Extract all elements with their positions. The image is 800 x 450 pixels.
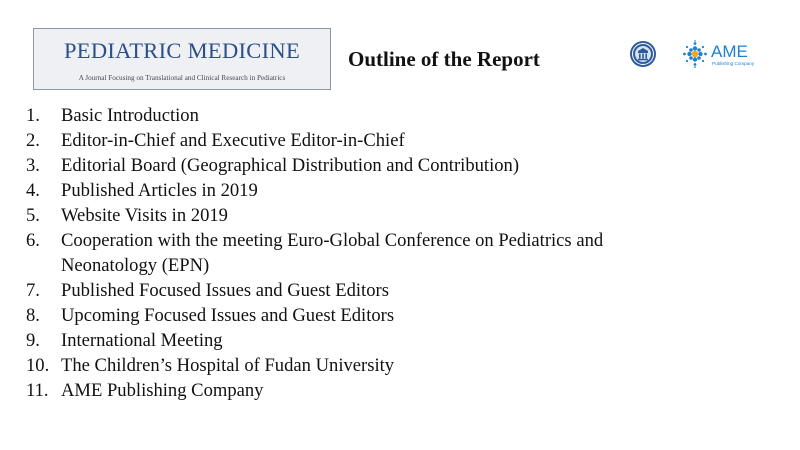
outline-item-text: AME Publishing Company (61, 380, 264, 401)
outline-item-number: 1. (26, 105, 40, 126)
outline-item (26, 378, 766, 403)
outline-item-text: Cooperation with the meeting Euro-Global Conference on Pediatrics and Neonatology (EPN) (61, 230, 604, 276)
outline-item-number: 6. (26, 230, 40, 251)
outline-item-text: Upcoming Focused Issues and Guest Editors (61, 305, 395, 326)
outline-item-text: Published Focused Issues and Guest Editors (61, 280, 389, 301)
outline-item (26, 178, 766, 203)
outline-item-text: Website Visits in 2019 (61, 205, 228, 226)
outline-item-text: Editorial Board (Geographical Distribution and Contribution) (61, 155, 520, 176)
ame-publishing-logo (681, 40, 765, 70)
outline-item-number: 11. (26, 380, 49, 401)
outline-item-text: The Children’s Hospital of Fudan University (61, 355, 395, 376)
outline-item (26, 353, 766, 378)
outline-item-number: 3. (26, 155, 40, 176)
outline-title: Outline of the Report (348, 47, 540, 71)
outline-list (26, 103, 766, 403)
outline-item-number: 10. (26, 355, 50, 376)
outline-item-number: 8. (26, 305, 40, 326)
journal-title: PEDIATRIC MEDICINE (63, 38, 300, 63)
outline-item-text: Basic Introduction (61, 105, 199, 126)
outline-item-number: 9. (26, 330, 40, 351)
outline-item (26, 228, 766, 278)
university-seal-icon (629, 40, 657, 68)
outline-item-text: Published Articles in 2019 (61, 180, 258, 201)
outline-item (26, 303, 766, 328)
outline-item-text: International Meeting (61, 330, 223, 351)
journal-logo (33, 28, 331, 90)
outline-item (26, 153, 766, 178)
outline-item (26, 128, 766, 153)
publisher-subtitle: Publishing Company (712, 61, 755, 66)
outline-item (26, 203, 766, 228)
outline-item (26, 278, 766, 303)
outline-item-number: 2. (26, 130, 40, 151)
ame-dots-icon (681, 40, 709, 68)
outline-item-text: Editor-in-Chief and Executive Editor-in-Chief (61, 130, 405, 151)
outline-item-number: 5. (26, 205, 40, 226)
publisher-name: AME (711, 42, 748, 61)
journal-subtitle: A Journal Focusing on Translational and Clinical Research in Pediatrics (78, 74, 286, 82)
outline-item (26, 103, 766, 128)
outline-item (26, 328, 766, 353)
outline-item-number: 4. (26, 180, 40, 201)
outline-item-number: 7. (26, 280, 40, 301)
